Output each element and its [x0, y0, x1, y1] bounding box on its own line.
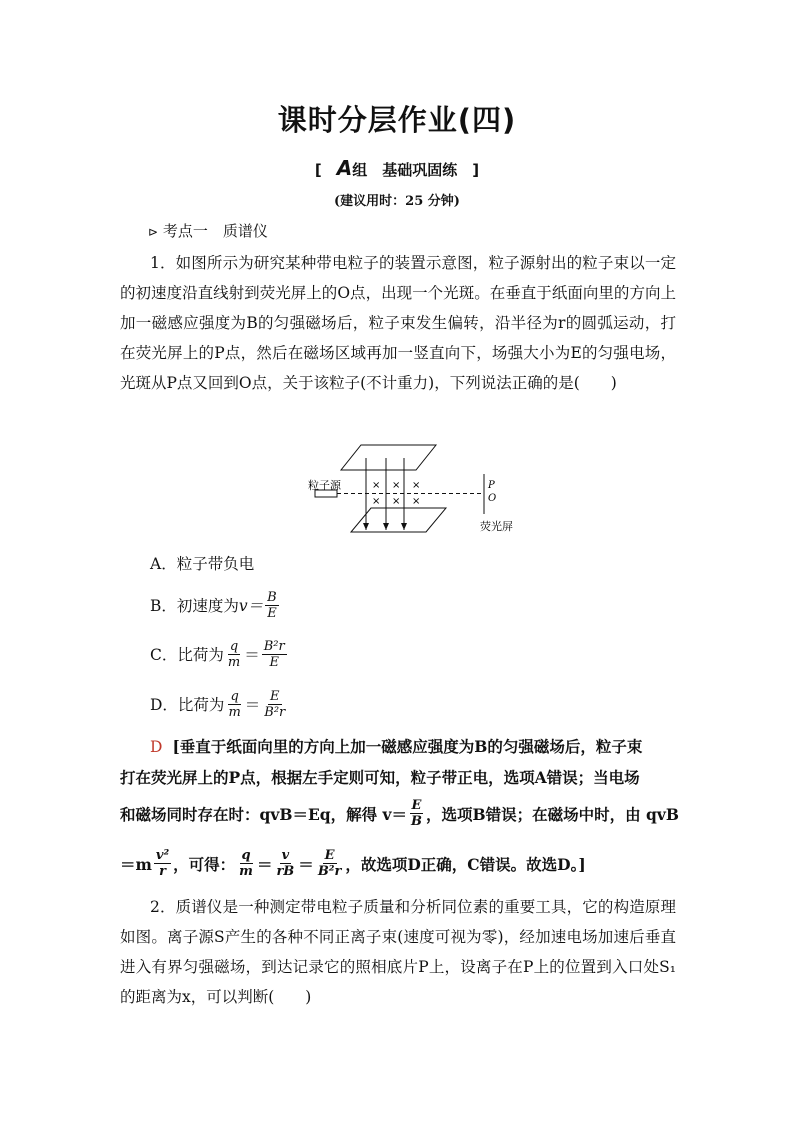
numerator: v² — [155, 848, 170, 863]
numerator: E — [270, 688, 280, 704]
option-b — [150, 587, 281, 623]
denominator: B — [411, 814, 423, 829]
option-d-fraction-1 — [226, 689, 242, 720]
option-d — [150, 686, 289, 722]
denominator: E — [267, 605, 277, 621]
section-title: 考点一 质谱仪 — [162, 222, 268, 240]
answer-line-4 — [120, 848, 676, 879]
answer-letter: D — [150, 738, 163, 756]
equals-sign: ＝ — [244, 646, 260, 664]
option-b-prefix: B．初速度为 — [150, 597, 239, 615]
answer-fraction-eb2r — [316, 848, 344, 879]
answer-text-4b: ，可得： — [173, 854, 236, 874]
answer-text-3a: 和磁场同时存在时：qvB＝Eq，解得 v＝ — [120, 804, 408, 824]
option-b-var: v＝ — [238, 597, 264, 615]
answer-text-1: [垂直于纸面向里的方向上加一磁感应强度为B的匀强磁场后，粒子束 — [172, 737, 643, 756]
field-cross: × — [412, 480, 421, 491]
option-a: A．粒子带负电 — [150, 555, 255, 573]
answer-fraction-vrb — [274, 848, 296, 879]
field-cross: × — [372, 480, 381, 491]
numerator: q — [229, 638, 239, 654]
question-1-text: 1．如图所示为研究某种带电粒子的装置示意图，粒子源射出的粒子束以一定的初速度沿直线射到荧光屏上的O点，出现一个光斑。在垂直于纸面向里的方向上加一磁感应强度为B的匀强磁场后，粒子束发生偏转，沿半径为r的圆弧运动，打在荧光屏上的P点，然后在磁场区域再加一竖直向下，场强大小为E的匀强电场，光斑从P点又回到O点，关于该粒子(不计重力)，下列说法正确的是( ) — [120, 254, 676, 392]
option-c — [150, 636, 289, 672]
bracket-right: ] — [457, 161, 480, 179]
answer-text-3b: ，选项B错误；在磁场中时，由 qvB — [426, 804, 679, 824]
equals-sign: ＝ — [256, 854, 273, 874]
upper-plate — [341, 445, 436, 470]
denominator: E — [269, 654, 279, 670]
field-cross: × — [412, 496, 421, 507]
denominator: B²r — [264, 704, 286, 720]
denominator: m — [227, 654, 241, 670]
option-c-prefix: C．比荷为 — [150, 646, 224, 664]
equals-sign: ＝ — [298, 854, 314, 874]
point-o-label: O — [488, 493, 497, 504]
numerator: B — [267, 589, 277, 605]
answer-line-1 — [120, 735, 676, 757]
numerator: q — [230, 688, 239, 704]
source-label: 粒子源 — [308, 479, 341, 492]
answer-fraction-qm — [237, 848, 255, 879]
point-p-label: P — [488, 480, 495, 491]
denominator: rB — [276, 864, 295, 879]
group-letter: A — [336, 156, 353, 180]
answer-text-4c: ，故选项D正确，C错误。故选D。] — [345, 854, 586, 874]
option-b-fraction — [265, 590, 279, 621]
arrow-head-3 — [401, 523, 407, 530]
answer-text-4a: ＝m — [120, 854, 152, 874]
denominator: m — [228, 704, 241, 720]
denominator: r — [159, 864, 166, 879]
answer-line-3 — [120, 798, 679, 829]
field-cross: × — [392, 480, 401, 491]
time-note: (建议用时：25 分钟) — [334, 194, 460, 209]
group-label: 组 基础巩固练 — [352, 161, 458, 179]
screen-label: 荧光屏 — [480, 520, 513, 533]
arrow-icon: ⊳ — [148, 225, 159, 239]
field-cross: × — [372, 496, 381, 507]
section-heading — [148, 220, 268, 241]
denominator: B²r — [317, 864, 342, 879]
numerator: v — [281, 848, 290, 863]
answer-fraction-eb — [409, 798, 424, 829]
group-heading — [0, 156, 794, 180]
denominator: m — [239, 864, 253, 879]
page-title: 课时分层作业(四) — [277, 103, 517, 137]
numerator: E — [411, 798, 422, 813]
equals-sign: ＝ — [244, 696, 261, 714]
option-c-fraction-2 — [262, 639, 287, 670]
numerator: B²r — [263, 638, 285, 654]
arrow-head-2 — [383, 523, 389, 530]
numerator: E — [324, 848, 335, 863]
option-d-prefix: D．比荷为 — [150, 696, 225, 714]
answer-line-2: 打在荧光屏上的P点，根据左手定则可知，粒子带正电，选项A错误；当电场 — [120, 768, 640, 787]
option-c-fraction-1 — [226, 639, 242, 670]
bracket-left: [ — [314, 161, 337, 179]
numerator: q — [241, 848, 251, 863]
answer-fraction-v2r — [154, 848, 171, 879]
question-2-text: 2．质谱仪是一种测定带电粒子质量和分析同位素的重要工具，它的构造原理如图。离子源S产生的各种不同正离子束(速度可视为零)，经加速电场加速后垂直进入有界匀强磁场，到达记录它的照相底片P上，设离子在P上的位置到入口处S₁的距离为x，可以判断( ) — [120, 898, 676, 1006]
option-d-fraction-2 — [262, 689, 287, 720]
apparatus-figure — [306, 438, 546, 542]
field-cross: × — [392, 496, 401, 507]
lower-plate — [351, 508, 446, 532]
arrow-head-1 — [363, 523, 369, 530]
